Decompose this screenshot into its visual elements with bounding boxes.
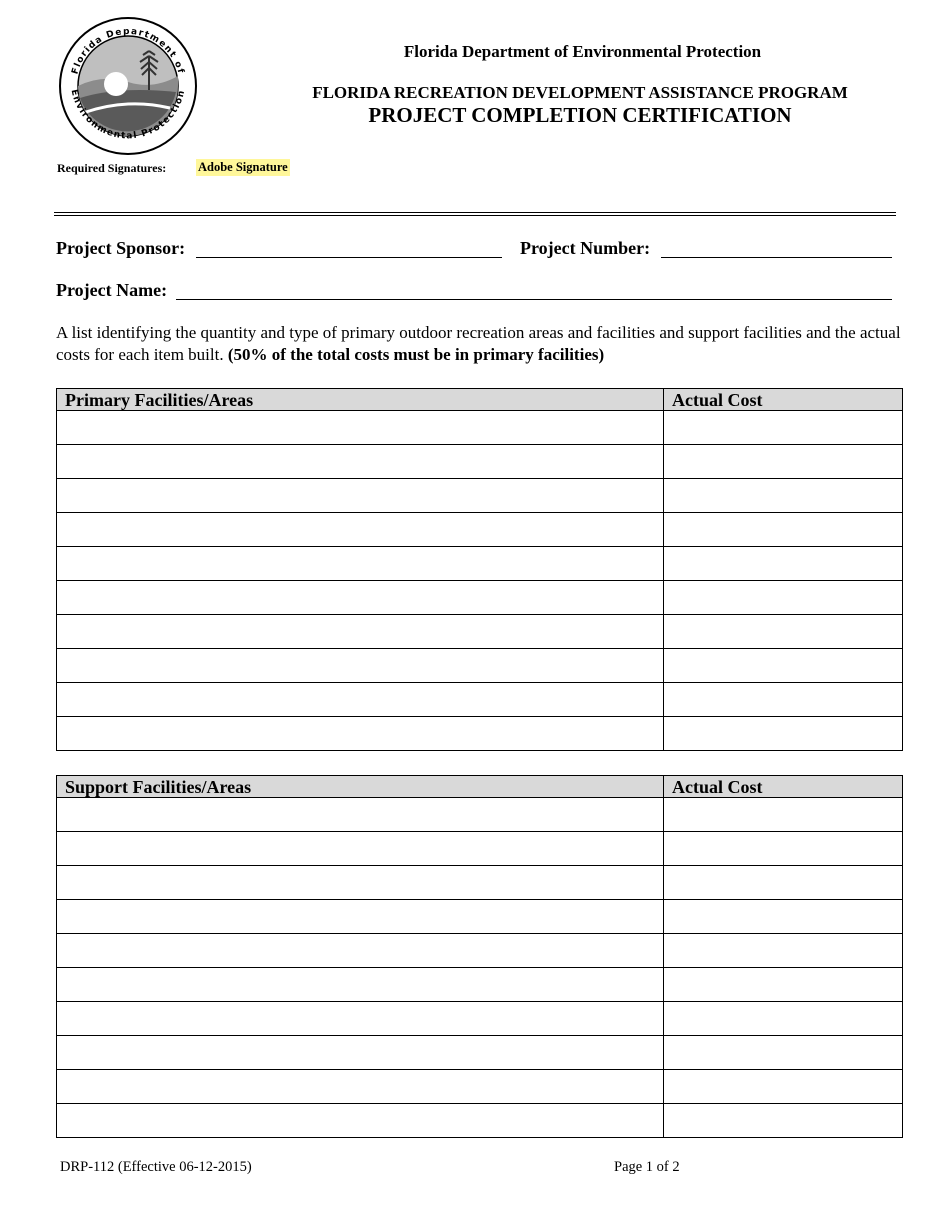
facility-cell[interactable] <box>57 1070 664 1104</box>
header-divider-top <box>54 212 896 213</box>
form-title: PROJECT COMPLETION CERTIFICATION <box>368 103 792 127</box>
table-row <box>57 1036 903 1070</box>
table-row <box>57 1002 903 1036</box>
support-facilities-header: Support Facilities/Areas <box>57 776 664 798</box>
table-row <box>57 683 903 717</box>
cost-cell[interactable] <box>664 717 903 751</box>
table-row <box>57 900 903 934</box>
facility-cell[interactable] <box>57 649 664 683</box>
cost-cell[interactable] <box>664 934 903 968</box>
table-row <box>57 411 903 445</box>
facility-cell[interactable] <box>57 798 664 832</box>
cost-cell[interactable] <box>664 1002 903 1036</box>
program-title: FLORIDA RECREATION DEVELOPMENT ASSISTANCE PROGRAM <box>312 83 848 102</box>
facility-cell[interactable] <box>57 581 664 615</box>
cost-cell[interactable] <box>664 615 903 649</box>
cost-cell[interactable] <box>664 411 903 445</box>
instructions-body: A list identifying the quantity and type of primary outdoor recreation areas and facilities and support facilities and the actual costs for each item built. <box>56 323 901 364</box>
table-row <box>57 649 903 683</box>
adobe-signature-badge[interactable]: Adobe Signature <box>198 160 288 174</box>
form-id: DRP-112 (Effective 06-12-2015) <box>60 1159 252 1175</box>
agency-name: Florida Department of Environmental Protection <box>403 42 762 61</box>
table-row <box>57 1070 903 1104</box>
cost-cell[interactable] <box>664 547 903 581</box>
table-row <box>57 798 903 832</box>
cost-cell[interactable] <box>664 1070 903 1104</box>
table-row <box>57 513 903 547</box>
svg-text:Florida Department of: Florida Department of <box>70 26 186 76</box>
instructions-emphasis: (50% of the total costs must be in primary facilities) <box>227 345 605 364</box>
support-cost-header: Actual Cost <box>664 776 903 798</box>
table-row <box>57 934 903 968</box>
facility-cell[interactable] <box>57 900 664 934</box>
cost-cell[interactable] <box>664 513 903 547</box>
cost-cell[interactable] <box>664 581 903 615</box>
header-divider-bottom <box>54 215 896 216</box>
cost-cell[interactable] <box>664 1036 903 1070</box>
table-row <box>57 968 903 1002</box>
facility-cell[interactable] <box>57 717 664 751</box>
project-sponsor-field[interactable] <box>196 257 502 258</box>
cost-cell[interactable] <box>664 479 903 513</box>
project-sponsor-label: Project Sponsor: <box>56 238 186 258</box>
facility-cell[interactable] <box>57 968 664 1002</box>
cost-cell[interactable] <box>664 866 903 900</box>
project-name-field[interactable] <box>176 299 892 300</box>
facility-cell[interactable] <box>57 832 664 866</box>
cost-cell[interactable] <box>664 445 903 479</box>
facility-cell[interactable] <box>57 683 664 717</box>
table-row <box>57 581 903 615</box>
cost-cell[interactable] <box>664 798 903 832</box>
table-row <box>57 1104 903 1138</box>
project-number-field[interactable] <box>661 257 892 258</box>
facility-cell[interactable] <box>57 547 664 581</box>
instructions-text <box>56 322 906 366</box>
primary-facilities-table <box>56 388 903 751</box>
facility-cell[interactable] <box>57 1002 664 1036</box>
facility-cell[interactable] <box>57 866 664 900</box>
table-row <box>57 479 903 513</box>
cost-cell[interactable] <box>664 832 903 866</box>
table-row <box>57 866 903 900</box>
dep-seal-logo <box>58 16 198 156</box>
page-number: Page 1 of 2 <box>614 1159 680 1175</box>
cost-cell[interactable] <box>664 649 903 683</box>
cost-cell[interactable] <box>664 683 903 717</box>
cost-cell[interactable] <box>664 1104 903 1138</box>
support-facilities-table <box>56 775 903 1138</box>
facility-cell[interactable] <box>57 1104 664 1138</box>
table-row <box>57 832 903 866</box>
cost-cell[interactable] <box>664 968 903 1002</box>
facility-cell[interactable] <box>57 1036 664 1070</box>
required-signatures-label: Required Signatures: <box>57 161 167 175</box>
facility-cell[interactable] <box>57 513 664 547</box>
svg-text:Environmental Protection: Environmental Protection <box>68 88 188 142</box>
table-row <box>57 547 903 581</box>
table-row <box>57 717 903 751</box>
facility-cell[interactable] <box>57 445 664 479</box>
primary-facilities-header: Primary Facilities/Areas <box>57 389 664 411</box>
cost-cell[interactable] <box>664 900 903 934</box>
facility-cell[interactable] <box>57 411 664 445</box>
facility-cell[interactable] <box>57 479 664 513</box>
primary-cost-header: Actual Cost <box>664 389 903 411</box>
project-number-label: Project Number: <box>520 238 651 258</box>
project-name-label: Project Name: <box>56 280 168 300</box>
table-row <box>57 445 903 479</box>
facility-cell[interactable] <box>57 934 664 968</box>
facility-cell[interactable] <box>57 615 664 649</box>
table-row <box>57 615 903 649</box>
